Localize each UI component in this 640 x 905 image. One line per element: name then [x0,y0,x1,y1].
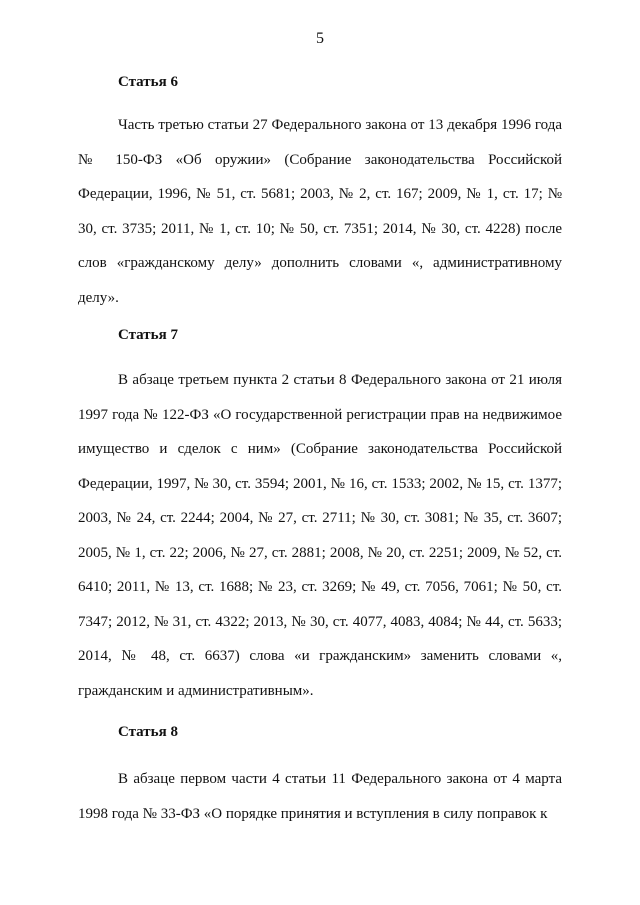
article-6-text: Часть третью статьи 27 Федерального закона от 13 декабря 1996 года № 150-ФЗ «Об оружии» (Собрание законодательства Российской Федерации, 1996, № 51, ст. 5681; 2003, № 2, ст. 167; 2009, № 1, ст. 17; № 30, ст. 3735; 2011, № 1, ст. 10; № 50, ст. 7351; 2014, № 30, ст. 4228) после слов «гражданскому делу» дополнить словами «, административному делу». [78,117,562,306]
article-7-heading: Статья 7 [118,327,178,343]
article-7-text: В абзаце третьем пункта 2 статьи 8 Федерального закона от 21 июля 1997 года № 122-ФЗ «О государственной регистрации прав на недвижимое имущество и сделок с ним» (Собрание законодательства Российской Федерации, 1997, № 30, ст. 3594; 2001, № 16, ст. 1533; 2002, № 15, ст. 1377; 2003, № 24, ст. 2244; 2004, № 27, ст. 2711; № 30, ст. 3081; № 35, ст. 3607; 2005, № 1, ст. 22; 2006, № 27, ст. 2881; 2008, № 20, ст. 2251; 2009, № 52, ст. 6410; 2011, № 13, ст. 1688; № 23, ст. 3269; № 49, ст. 7056, 7061; № 50, ст. 7347; 2012, № 31, ст. 4322; 2013, № 30, ст. 4077, 4083, 4084; № 44, ст. 5633; 2014, № 48, ст. 6637) слова «и гражданским» заменить словами «, гражданским и административным». [78,372,562,699]
document-body [78,68,562,831]
article-6-heading: Статья 6 [118,74,178,90]
page-number: 5 [316,30,324,47]
article-8-heading: Статья 8 [118,724,178,740]
article-8-text: В абзаце первом части 4 статьи 11 Федерального закона от 4 марта 1998 года № 33-ФЗ «О порядке принятия и вступления в силу поправок к [78,771,562,822]
